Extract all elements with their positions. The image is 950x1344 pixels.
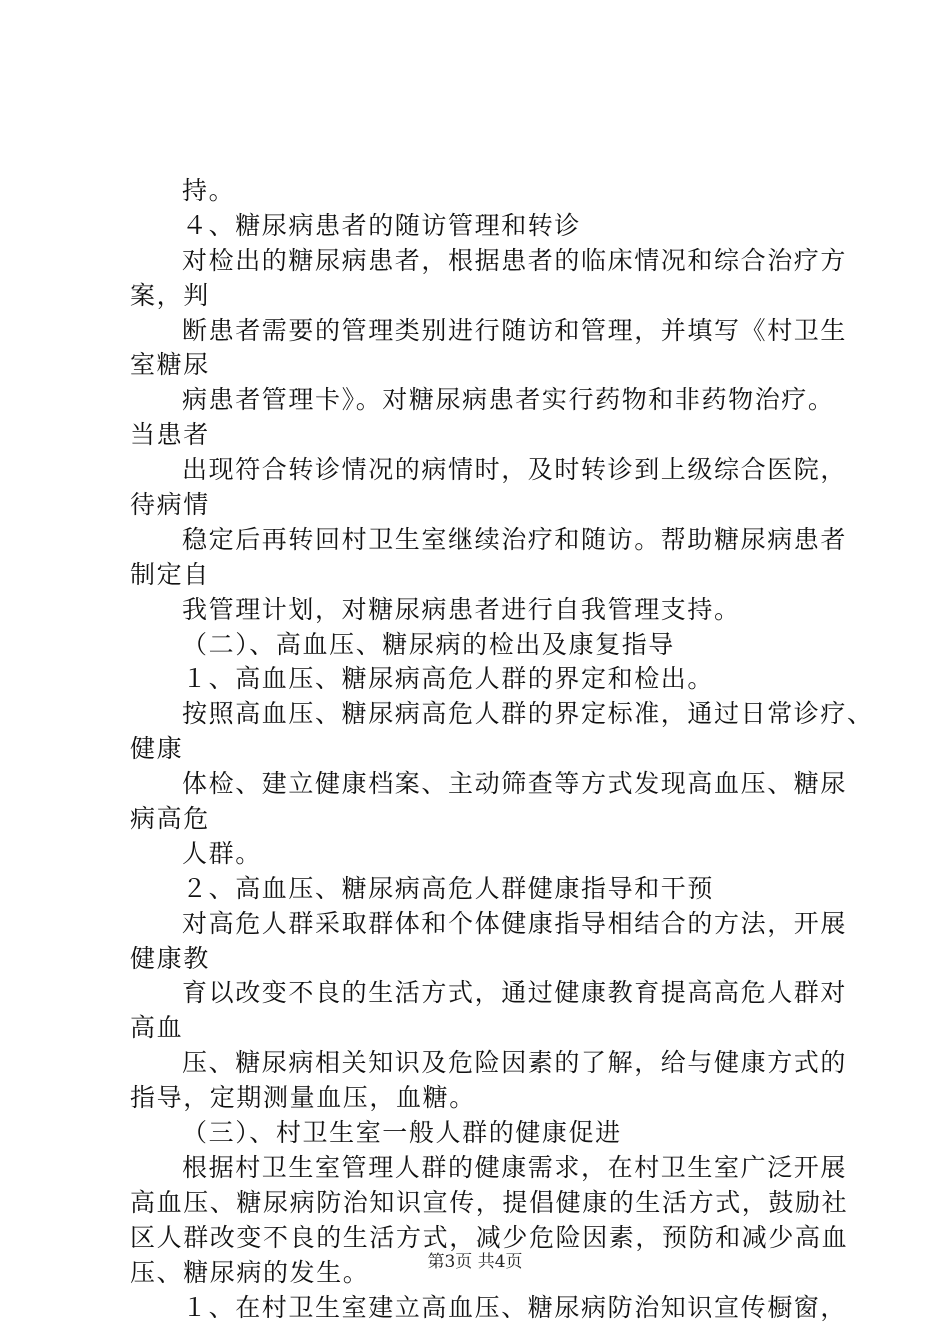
text-line: １、在村卫生室建立高血压、糖尿病防治知识宣传橱窗， <box>182 1292 848 1322</box>
document-body <box>130 174 874 1325</box>
page-number-footer: 第3页 共4页 <box>427 1252 523 1272</box>
text-line: 当患者 <box>130 420 210 450</box>
text-line: 人群。 <box>182 838 262 868</box>
section-heading: ４、糖尿病患者的随访管理和转诊 <box>182 210 582 240</box>
text-line: 出现符合转诊情况的病情时，及时转诊到上级综合医院， <box>182 455 848 485</box>
text-line: 断患者需要的管理类别进行随访和管理，并填写《村卫生 <box>182 315 848 345</box>
text-line: 育以改变不良的生活方式，通过健康教育提高高危人群对 <box>182 978 848 1008</box>
text-line: 病患者管理卡》。对糖尿病患者实行药物和非药物治疗。 <box>182 385 835 415</box>
text-line: 病高危 <box>130 804 210 834</box>
section-heading: （三）、村卫生室一般人群的健康促进 <box>182 1118 622 1148</box>
text-line: 按照高血压、糖尿病高危人群的界定标准，通过日常诊疗、 <box>182 699 874 729</box>
text-line: 我管理计划，对糖尿病患者进行自我管理支持。 <box>182 594 741 624</box>
text-line: 制定自 <box>130 559 210 589</box>
text-line: 对高危人群采取群体和个体健康指导相结合的方法，开展 <box>182 908 848 938</box>
text-line: 高血压、糖尿病防治知识宣传，提倡健康的生活方式，鼓励社 <box>130 1187 849 1217</box>
text-line: 压、糖尿病相关知识及危险因素的了解，给与健康方式的 <box>182 1048 848 1078</box>
section-heading: １、高血压、糖尿病高危人群的界定和检出。 <box>182 664 715 694</box>
text-line: 指导，定期测量血压，血糖。 <box>130 1083 476 1113</box>
text-line: 区人群改变不良的生活方式，减少危险因素，预防和减少高血 <box>130 1222 849 1252</box>
text-line: 稳定后再转回村卫生室继续治疗和随访。帮助糖尿病患者 <box>182 524 848 554</box>
text-line: 压、糖尿病的发生。 <box>130 1257 370 1287</box>
text-line: 持。 <box>182 176 236 205</box>
text-line: 健康教 <box>130 943 210 973</box>
text-line: 对检出的糖尿病患者，根据患者的临床情况和综合治疗方 <box>182 245 848 275</box>
section-heading: （二）、高血压、糖尿病的检出及康复指导 <box>182 629 675 659</box>
text-line: 体检、建立健康档案、主动筛查等方式发现高血压、糖尿 <box>182 769 848 799</box>
text-line: 案，判 <box>130 280 210 310</box>
text-line: 高血 <box>130 1013 184 1043</box>
text-line: 根据村卫生室管理人群的健康需求，在村卫生室广泛开展 <box>182 1152 848 1182</box>
section-heading: ２、高血压、糖尿病高危人群健康指导和干预 <box>182 873 715 903</box>
text-line: 待病情 <box>130 490 210 520</box>
text-line: 健康 <box>130 734 184 764</box>
text-line: 室糖尿 <box>130 350 210 380</box>
